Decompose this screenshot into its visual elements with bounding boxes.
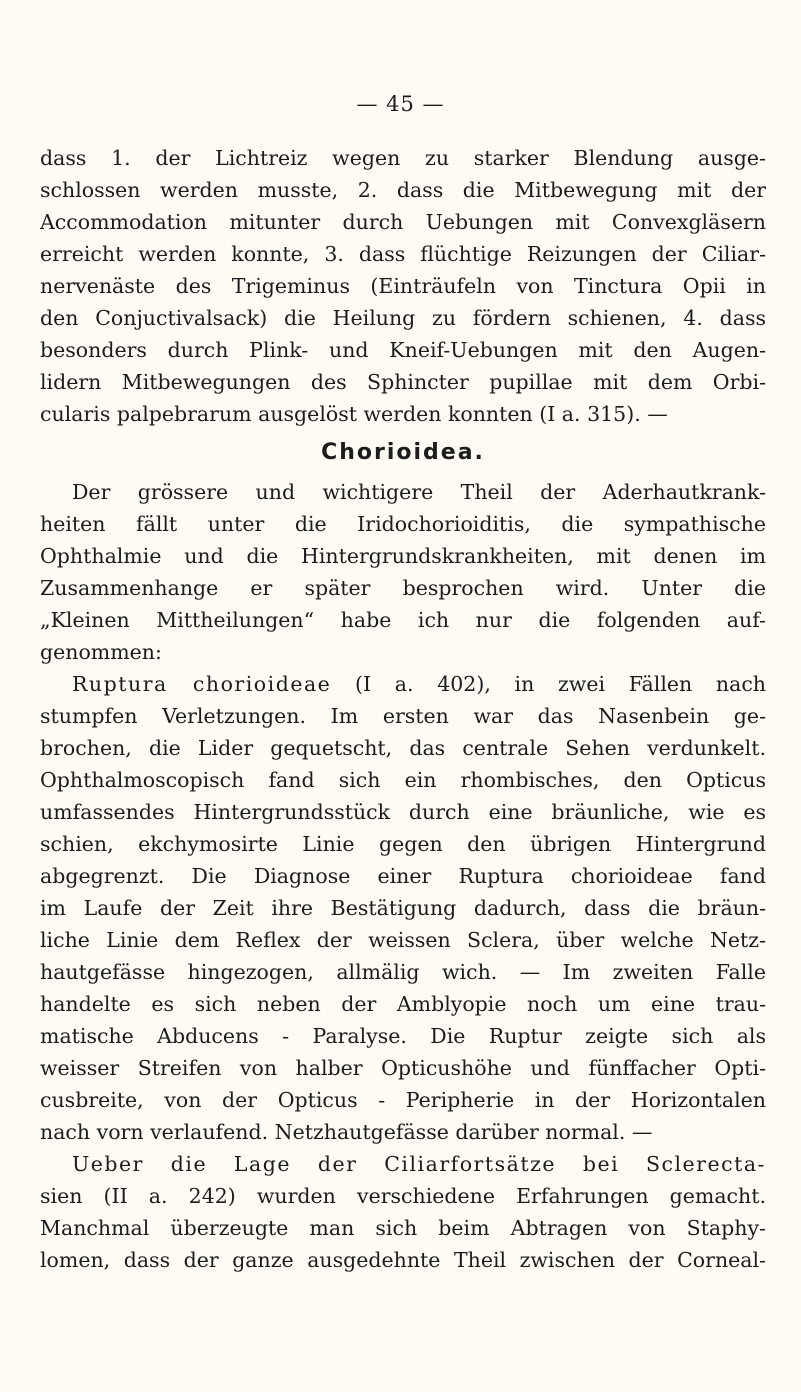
text-line: matische Abducens - Paralyse. Die Ruptur zeigte sich als bbox=[40, 1024, 766, 1048]
text-line bbox=[40, 668, 766, 700]
text-line: Der grössere und wichtigere Theil der Aderhautkrank- bbox=[72, 480, 766, 504]
text-line: genommen: bbox=[40, 640, 162, 664]
text-line: schlossen werden musste, 2. dass die Mitbewegung mit der bbox=[40, 178, 766, 202]
text-line: brochen, die Lider gequetscht, das centrale Sehen verdunkelt. bbox=[40, 736, 766, 760]
body-text bbox=[40, 142, 766, 1276]
text-line: Ueber die Lage der Ciliarfortsätze bei Sclerecta- bbox=[72, 1152, 766, 1176]
text-line: lidern Mitbewegungen des Sphincter pupillae mit dem Orbi- bbox=[40, 370, 766, 394]
text-line: Zusammenhange er später besprochen wird. Unter die bbox=[40, 576, 766, 600]
text-line: umfassendes Hintergrundsstück durch eine bräunliche, wie es bbox=[40, 800, 766, 824]
text-line: stumpfen Verletzungen. Im ersten war das Nasenbein ge- bbox=[40, 704, 766, 728]
text-line: schien, ekchymosirte Linie gegen den übrigen Hintergrund bbox=[40, 832, 766, 856]
text-line: nach vorn verlaufend. Netzhautgefässe darüber normal. — bbox=[40, 1120, 653, 1144]
text-line: abgegrenzt. Die Diagnose einer Ruptura chorioideae fand bbox=[40, 864, 766, 888]
text-line: „Kleinen Mittheilungen“ habe ich nur die folgenden auf- bbox=[40, 608, 766, 632]
paragraph-4 bbox=[40, 1148, 766, 1276]
text-fragment: (I a. 402), in zwei Fällen nach bbox=[331, 672, 766, 696]
text-line: Ophthalmie und die Hintergrundskrankheiten, mit denen im bbox=[40, 544, 766, 568]
text-line: handelte es sich neben der Amblyopie noch um eine trau- bbox=[40, 992, 766, 1016]
paragraph-3 bbox=[40, 668, 766, 1148]
text-line: lomen, dass der ganze ausgedehnte Theil zwischen der Corneal- bbox=[40, 1248, 766, 1272]
text-line: den Conjuctivalsack) die Heilung zu fördern schienen, 4. dass bbox=[40, 306, 766, 330]
section-heading: Chorioidea. bbox=[321, 440, 485, 465]
text-line: dass 1. der Lichtreiz wegen zu starker Blendung ausge- bbox=[40, 146, 766, 170]
spaced-term: Ruptura chorioideae bbox=[72, 672, 332, 696]
paragraph-2 bbox=[40, 476, 766, 668]
text-line: sien (II a. 242) wurden verschiedene Erfahrungen gemacht. bbox=[40, 1184, 766, 1208]
text-line: liche Linie dem Reflex der weissen Sclera, über welche Netz- bbox=[40, 928, 766, 952]
text-line: besonders durch Plink- und Kneif-Uebungen mit den Augen- bbox=[40, 338, 766, 362]
text-line: Accommodation mitunter durch Uebungen mit Convexgläsern bbox=[40, 210, 766, 234]
text-line: heiten fällt unter die Iridochorioiditis, die sympathische bbox=[40, 512, 766, 536]
text-line: hautgefässe hingezogen, allmälig wich. — Im zweiten Falle bbox=[40, 960, 766, 984]
page-number: — 45 — bbox=[356, 92, 445, 116]
text-line: Manchmal überzeugte man sich beim Abtragen von Staphy- bbox=[40, 1216, 766, 1240]
text-line: cularis palpebrarum ausgelöst werden konnten (I a. 315). — bbox=[40, 402, 668, 426]
text-line: im Laufe der Zeit ihre Bestätigung dadurch, dass die bräun- bbox=[40, 896, 766, 920]
text-line: nervenäste des Trigeminus (Einträufeln von Tinctura Opii in bbox=[40, 274, 766, 298]
paragraph-1 bbox=[40, 142, 766, 430]
text-line: weisser Streifen von halber Opticushöhe und fünffacher Opti- bbox=[40, 1056, 766, 1080]
text-line: Ophthalmoscopisch fand sich ein rhombisches, den Opticus bbox=[40, 768, 766, 792]
text-line: cusbreite, von der Opticus - Peripherie in der Horizontalen bbox=[40, 1088, 766, 1112]
text-line: erreicht werden konnte, 3. dass flüchtige Reizungen der Ciliar- bbox=[40, 242, 766, 266]
